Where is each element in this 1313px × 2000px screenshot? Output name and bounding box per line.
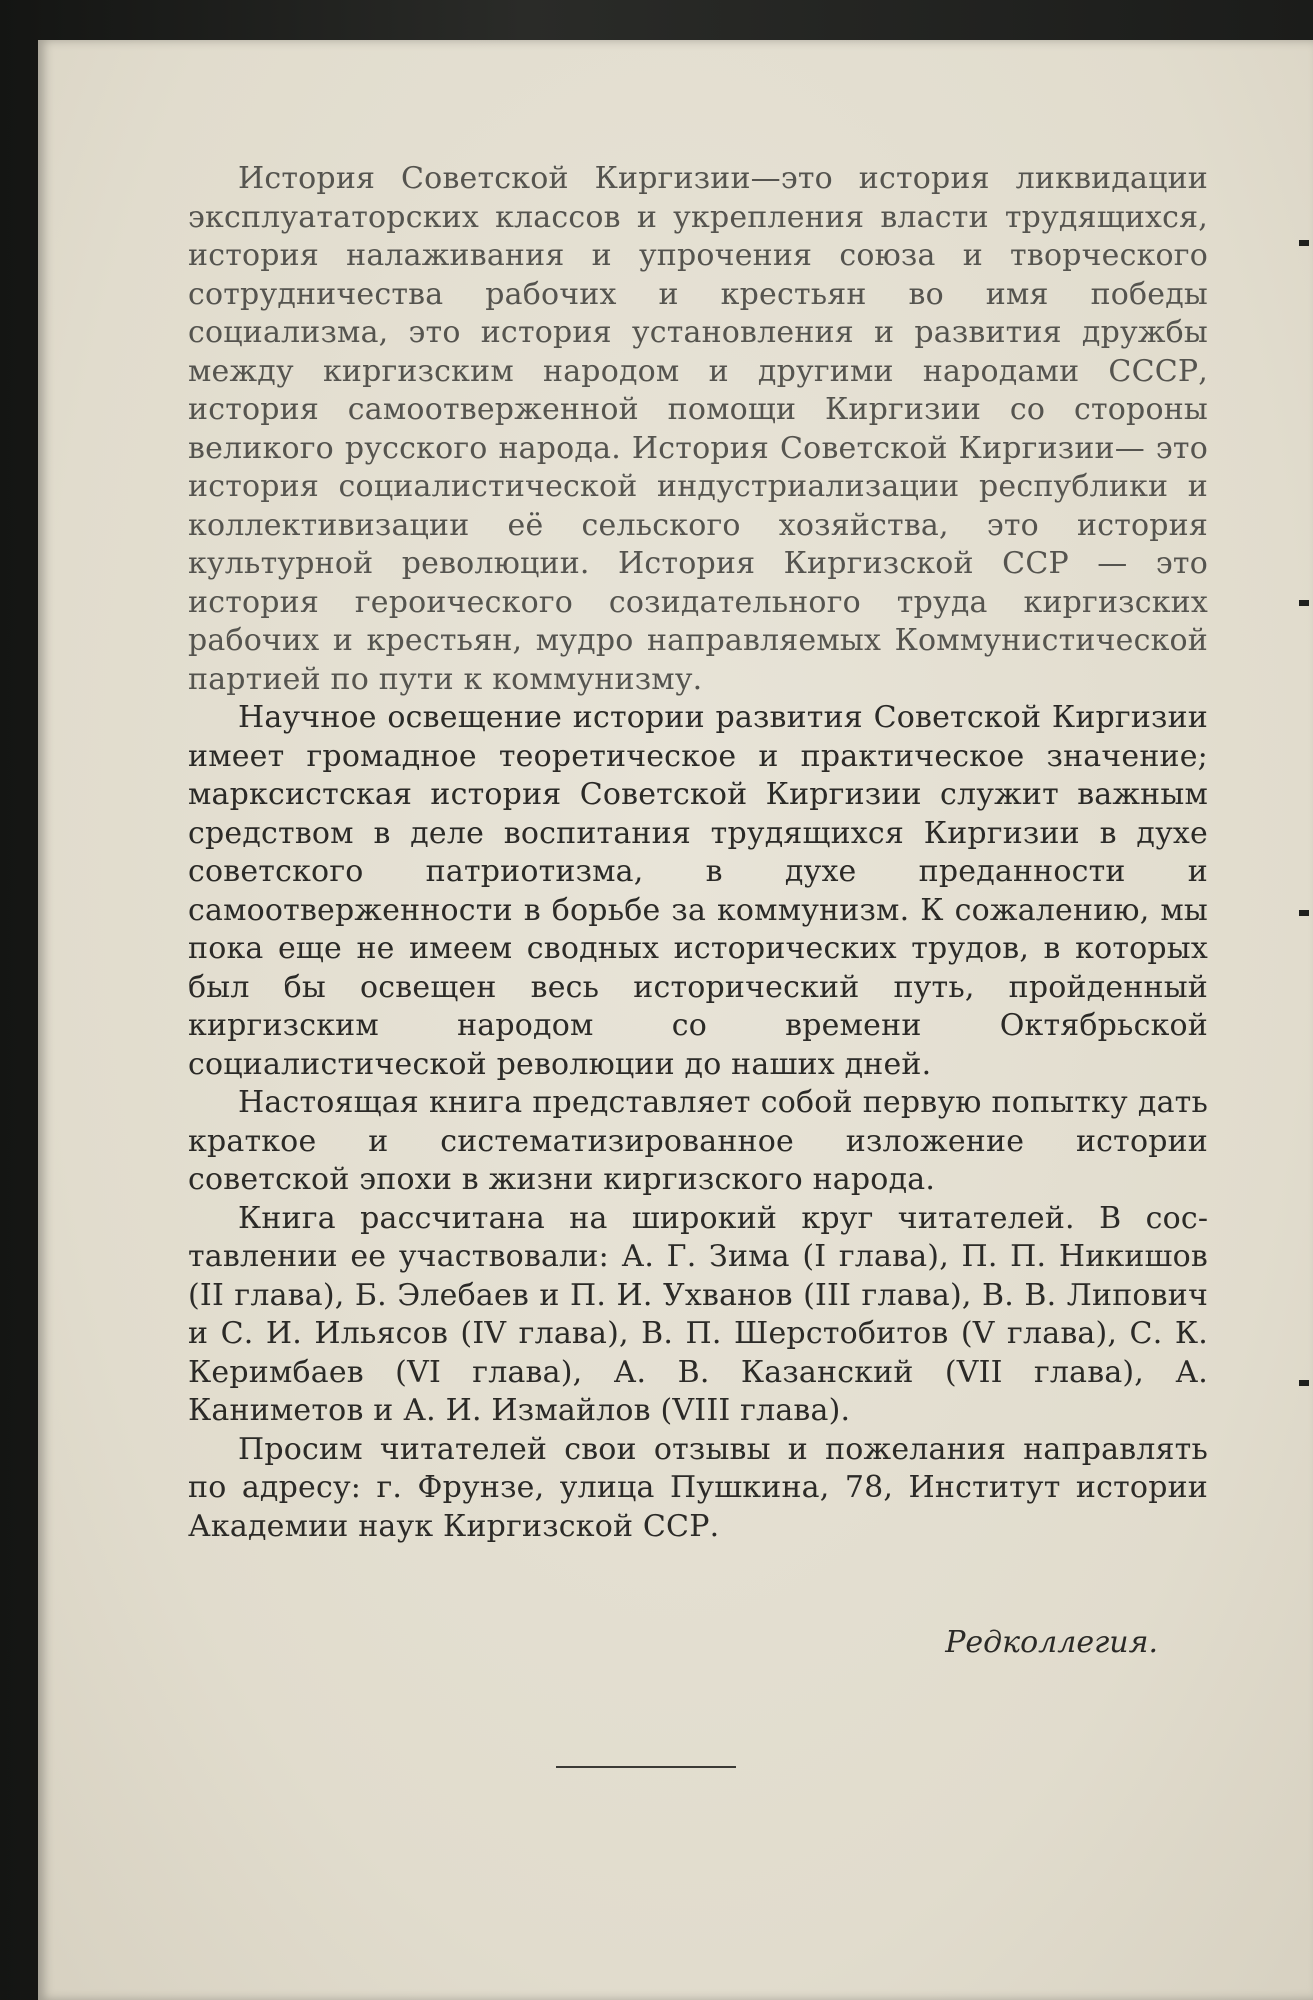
book-page <box>38 40 1313 2000</box>
paragraph-book-purpose: Настоящая книга представляет собой первую попытку дать краткое и систематизированное изложение истории советской эпохи в жизни киргизского народа. <box>188 1085 1208 1197</box>
paragraph-feedback-address: Просим читателей свои отзывы и пожелания направлять по адресу: г. Фрунзе, улица Пушкина, 78, Институт истории Академии наук Киргизской ССР. <box>188 1431 1208 1544</box>
edge-mark <box>1299 240 1309 246</box>
signature-editorial-board: Редколлегия. <box>945 1625 1158 1660</box>
edge-mark <box>1299 910 1309 916</box>
paragraph-scientific-coverage: Научное освещение истории развития Советской Киргизии имеет громадное теоретическое и практическое значение; марксистская история Советской Киргизии служит важным средством в деле воспитания трудящихся Киргизии в духе советского патриотизма, в духе преданности и самоотверженности в борьбе за коммунизм. К сожалению, мы пока еще не имеем сводных исторических трудов, в которых был бы освещен весь исторический путь, пройденный киргизским народом со времени Октябрьской социалистической революции до наших дней. <box>188 700 1208 1082</box>
edge-mark <box>1299 1380 1309 1386</box>
footer-rule <box>556 1766 736 1768</box>
body-text <box>188 160 1208 1546</box>
paragraph-intro: История Советской Киргизии—это история ликвидации эксплуататорских классов и укрепления власти трудящихся, история налаживания и упрочения союза и творческого сотрудничества рабочих и крестьян во имя победы социализма, это история установления и развития дружбы между киргизским народом и другими народами СССР, история самоотверженной помощи Киргизии со стороны великого русского народа. История Советской Киргизии— это история социалистической индустриализации республики и коллективизации её сельского хозяйства, это история культурной революции. История Киргизской ССР — это история героического созидательного труда киргизских рабочих и крестьян, мудро направляемых Коммунистической партией по пути к коммунизму. <box>188 161 1208 697</box>
paragraph-authors: Книга рассчитана на широкий круг читателей. В составлении ее участвовали: А. Г. Зима (I глава), П. П. Никишов (II глава), Б. Элебаев и П. И. Ухванов (III глава), В. В. Липович и С. И. Ильясов (IV глава), В. П. Шерстобитов (V глава), С. К. Керимбаев (VI глава), А. В. Казанский (VII глава), А. Каниметов и А. И. Измайлов (VIII глава). <box>188 1200 1208 1428</box>
edge-mark <box>1299 600 1309 606</box>
